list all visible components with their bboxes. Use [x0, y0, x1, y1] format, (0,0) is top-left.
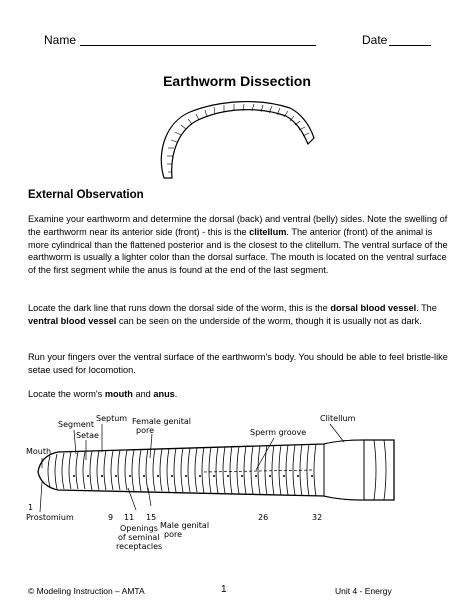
p4-text-a: Locate the worm's: [28, 389, 105, 399]
name-label: Name: [44, 33, 77, 47]
label-number-32: 32: [312, 513, 323, 522]
date-label: Date: [362, 33, 388, 47]
label-male-pore-2: pore: [164, 530, 183, 539]
label-male-pore-1: Male genital: [160, 521, 210, 530]
label-mouth: Mouth: [26, 447, 52, 456]
footer-unit: Unit 4 - Energy: [335, 586, 392, 596]
label-septum: Septum: [96, 414, 128, 423]
label-number-1: 1: [28, 503, 34, 512]
p1-clitellum: clitellum: [249, 226, 287, 237]
p4-text-e: .: [174, 389, 178, 399]
p2-text-a: Locate the dark line that runs down the dorsal side of the worm, this is the: [28, 303, 331, 313]
label-segment: Segment: [58, 420, 94, 429]
p2-text-e: can be seen on the underside of the worm, though it is usually not as dark.: [116, 315, 422, 326]
clitellum-region: [324, 440, 364, 500]
label-number-11: 11: [124, 513, 135, 522]
label-openings-1: Openings: [120, 524, 158, 533]
label-clitellum: Clitellum: [320, 414, 356, 423]
label-setae: Setae: [76, 431, 99, 440]
label-prostomium: Prostomium: [26, 513, 74, 522]
p2-text-c: . The: [416, 303, 437, 313]
paragraph-setae: Run your fingers over the ventral surface of the earthworm's body. You should be able to feel bristle-like setae used for locomotion.: [28, 352, 448, 375]
date-blank-line: [389, 45, 431, 46]
p1-text-a: Examine your earthworm and determine the dorsal (back) and ventral (belly) sides. Note the swelling of the earthworm near its anterior side (front) - this is the: [28, 214, 448, 237]
label-female-pore-2: pore: [136, 426, 155, 435]
label-openings-2: of seminal: [118, 533, 160, 542]
label-sperm-groove: Sperm groove: [250, 428, 307, 437]
p2-ventral: ventral blood vessel: [28, 315, 117, 326]
section-heading: External Observation: [28, 189, 144, 201]
p4-mouth: mouth: [104, 389, 133, 399]
p1-text-c: . The anterior (front) of the animal is more cylindrical than the flattened posterior and is the closest to the clitellum. The ventral surface of the earthworm is usually a lighter color than the dorsal surface. The mouth is located on the ventral surface of the first segment while the anus is found at the end of the last segment.: [28, 226, 448, 276]
p4-text-c: and: [132, 389, 154, 399]
p4-anus: anus: [153, 389, 175, 399]
label-female-pore-1: Female genital: [132, 417, 192, 426]
paragraph-blood-vessel: [28, 302, 450, 328]
label-number-9: 9: [108, 513, 114, 522]
page-title: Earthworm Dissection: [163, 73, 311, 89]
footer-copyright: © Modeling Instruction – AMTA: [28, 586, 145, 596]
footer-page-number: 1: [221, 584, 227, 595]
earthworm-illustration: [150, 92, 320, 184]
p2-dorsal: dorsal blood vessel: [330, 303, 417, 313]
label-openings-3: receptacles: [116, 542, 163, 551]
label-number-15: 15: [146, 513, 157, 522]
paragraph-locate: [28, 388, 450, 401]
paragraph-examine: [28, 213, 450, 277]
name-blank-line: [80, 45, 316, 46]
label-number-26: 26: [258, 513, 269, 522]
earthworm-external-diagram: [24, 410, 404, 560]
